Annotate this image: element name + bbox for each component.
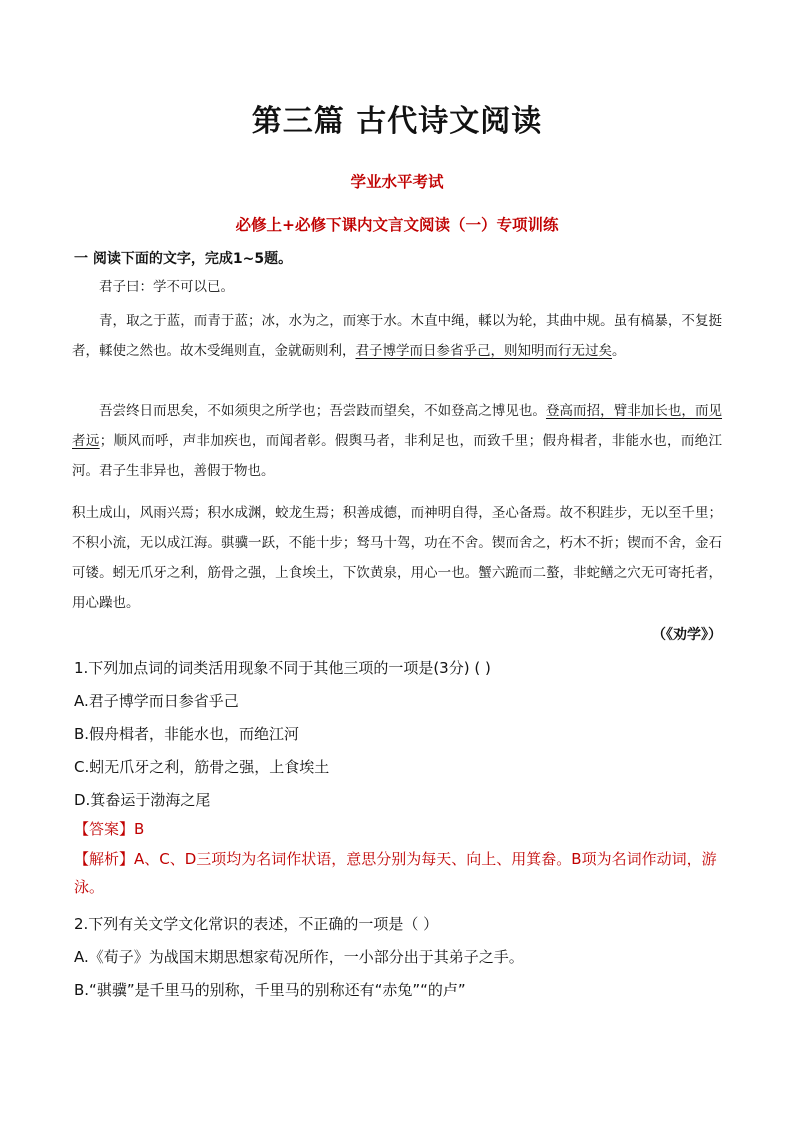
question-1-analysis: 【解析】A、C、D三项均为名词作状语，意思分别为每天、向上、用箕畚。B项为名词作动词，游泳。 <box>74 850 717 896</box>
passage-paragraph-3 <box>72 396 722 486</box>
subtitle-exam: 学业水平考试 <box>350 173 444 191</box>
passage-text: 吾尝终日而思矣，不如须臾之所学也；吾尝跂而望矣，不如登高之博见也。 <box>99 403 546 419</box>
question-1-option-c: C.蚓无爪牙之利，筋骨之强，上食埃土 <box>74 758 330 776</box>
question-1-option-b: B.假舟楫者，非能水也，而绝江河 <box>74 725 300 743</box>
passage-text: 青，取之于蓝，而青于蓝；冰，水为之，而寒于水。木直中绳，輮以为轮，其曲中规。虽有槁暴，不复挺者，輮使之然也。故木受绳则直，金就砺则利， <box>72 313 722 359</box>
passage-paragraph-4: 积土成山，风雨兴焉；积水成渊，蛟龙生焉；积善成德，而神明自得，圣心备焉。故不积跬步，无以至千里；不积小流，无以成江海。骐骥一跃，不能十步；驽马十驾，功在不舍。锲而舍之，朽木不折；锲而不舍，金石可镂。蚓无爪牙之利，筋骨之强，上食埃土，下饮黄泉，用心一也。蟹六跪而二螯，非蛇鳝之穴无可寄托者，用心躁也。 <box>72 505 722 611</box>
underlined-sentence: 君子博学而日参省乎己，则知明而行无过矣 <box>355 343 612 359</box>
question-2-option-b: B.“骐骥”是千里马的别称，千里马的别称还有“赤兔”“的卢” <box>74 981 466 999</box>
question-1-answer: 【答案】B <box>74 820 145 838</box>
subtitle-training: 必修上+必修下课内文言文阅读（一）专项训练 <box>235 216 559 234</box>
question-1-option-d: D.箕畚运于渤海之尾 <box>74 791 211 809</box>
question-1-stem: 1.下列加点词的词类活用现象不同于其他三项的一项是(3分) ( ) <box>74 659 491 677</box>
page-title: 第三篇 古代诗文阅读 <box>251 104 543 139</box>
passage-text: ；顺风而呼，声非加疾也，而闻者彰。假舆马者，非利足也，而致千里；假舟楫者，非能水也，而绝江河。君子生非异也，善假于物也。 <box>72 433 723 479</box>
passage-source: （《劝学》） <box>652 627 722 643</box>
question-header: 一 阅读下面的文字，完成1~5题。 <box>74 251 293 267</box>
passage-text: 。 <box>612 343 626 359</box>
underlined-sentence: 登高而招，臂非加长也，而见者远 <box>72 403 723 449</box>
passage-paragraph-2 <box>72 306 722 366</box>
question-2-option-a: A.《荀子》为战国末期思想家荀况所作，一小部分出于其弟子之手。 <box>74 948 524 966</box>
passage-paragraph-1: 君子曰：学不可以已。 <box>99 279 234 295</box>
question-2-stem: 2.下列有关文学文化常识的表述，不正确的一项是（ ） <box>74 915 439 933</box>
question-1-option-a: A.君子博学而日参省乎己 <box>74 692 239 710</box>
